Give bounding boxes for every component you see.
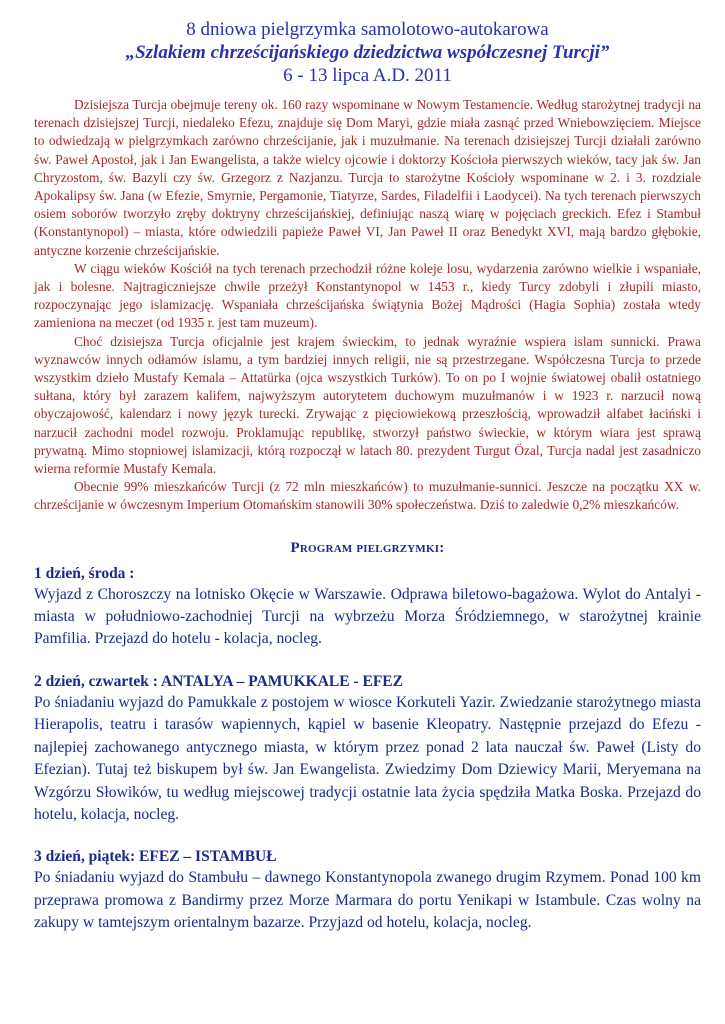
- day-description: Po śniadaniu wyjazd do Pamukkale z postojem w wiosce Korkuteli Yazir. Zwiedzanie starożytnego miasta Hierapolis, teatru i tarasów wapiennych, kąpiel w basenie Kleopatry. Następnie przejazd do Efezu - najlepiej zachowanego antycznego miasta, w którym przez ponad 2 lata nauczał św. Paweł (Listy do Efezian). Tutaj też biskupem był św. Jan Ewangelista. Zwiedzimy Dom Dziewicy Marii, Meryemana na Wzgórzu Słowików, tu według miejscowej tradycji ostatnie lata życia spędziła Matka Boska. Przejazd do hotelu, kolacja, nocleg.: [34, 693, 701, 823]
- day-description: Wyjazd z Choroszczy na lotnisko Okęcie w Warszawie. Odprawa biletowo-bagażowa. Wylot do Antalyi - miasta w południowo-zachodniej Turcji na wybrzeżu Morza Śródziemnego, w starożytnej krainie Pamfilia. Przejazd do hotelu - kolacja, nocleg.: [34, 585, 701, 648]
- document-page: [34, 18, 701, 935]
- day-title: 2 dzień, czwartek : ANTALYA – PAMUKKALE - EFEZ: [34, 672, 403, 690]
- intro-section: [34, 96, 701, 515]
- program-day-2: [34, 671, 701, 826]
- header-title: „Szlakiem chrześcijańskiego dziedzictwa współczesnej Turcji”: [125, 42, 610, 63]
- intro-paragraph: W ciągu wieków Kościół na tych terenach przechodził różne koleje losu, wydarzenia zarówno wielkie i wspaniałe, jak i bolesne. Najtragiczniejsze chwile przeżył Konstantynopol w 1453 r., kiedy Turcy zdobyli i złupili miasto, rozpoczynając jego islamizację. Wspaniała chrześcijańska świątynia Bożej Mądrości (Hagia Sophia) została wtedy zamieniona na meczet (od 1935 r. jest tam muzeum).: [34, 260, 701, 331]
- day-title: 1 dzień, środa :: [34, 564, 135, 582]
- header-subtitle: 8 dniowa pielgrzymka samolotowo-autokarowa: [186, 19, 549, 40]
- intro-paragraph: Dzisiejsza Turcja obejmuje tereny ok. 160 razy wspominane w Nowym Testamencie. Według starożytnej tradycji na terenach dzisiejszej Turcji, niedaleko Efezu, znajduje się Dom Maryi, gdzie miała zasnąć przed Wniebowzięciem. Miejsce to odwiedzają w pielgrzymkach zarówno chrześcijanie, jak i muzułmanie. Na terenach dzisiejszej Turcji działali zarówno św. Paweł Apostoł, jak i Jan Ewangelista, a także wielcy ojcowie i doktorzy Kościoła pierwszych wieków, tacy jak św. Jan Chryzostom, św. Bazyli czy św. Grzegorz z Nazjanzu. Turcja to starożytne Kościoły wspominane w 2. i 3. rozdziale Apokalipsy św. Jana (w Efezie, Smyrnie, Pergamonie, Tiatyrze, Sardes, Filadelfii i Laodycei). Na tych terenach pierwszych osiem soborów tworzyło zręby doktryny chrześcijańskiej, definiując naszą wiarę w pojęciach greckich. Efez i Stambuł (Konstantynopol) – miasta, które odwiedzili papieże Paweł VI, Jan Paweł II oraz Benedykt XVI, mają bardzo głębokie, antyczne korzenie chrześcijańskie.: [34, 97, 701, 258]
- program-day-1: [34, 563, 701, 651]
- header-dates: 6 - 13 lipca A.D. 2011: [283, 65, 452, 86]
- program-day-3: [34, 846, 701, 934]
- day-description: Po śniadaniu wyjazd do Stambułu – dawnego Konstantynopola zwanego drugim Rzymem. Ponad 100 km przeprawa promowa z Bandirmy przez Morze Marmara do portu Yenikapi w Istambule. Czas wolny na zakupy w tamtejszym orientalnym bazarze. Przyjazd od hotelu, kolacja, nocleg.: [34, 869, 701, 932]
- day-title: 3 dzień, piątek: EFEZ – ISTAMBUŁ: [34, 848, 277, 866]
- document-header: [34, 18, 701, 87]
- intro-paragraph: Choć dzisiejsza Turcja oficjalnie jest krajem świeckim, to jednak wyraźnie wspiera islam sunnicki. Prawa wyznawców innych odłamów islamu, a tym bardziej innych religii, nie są przestrzegane. Współczesna Turcja to przede wszystkim dzieło Mustafy Kemala – Attatürka (ojca wszystkich Turków). To on po I wojnie światowej obalił ostatniego sułtana, który był zarazem kalifem, najwyższym autorytetem duchowym muzułmanów i w 1923 r. narzucił nową obyczajowość, kalendarz i nowy język turecki. Zrywając z pięciowiekową przeszłością, wprowadził alfabet łaciński i narzucił zachodni model rozwoju. Proklamując republikę, stworzył państwo świeckie, w którym wiara jest sprawą prywatną. Mimo stopniowej islamizacji, którą rozpoczął w latach 80. prezydent Turgut Özal, Turcja nadal jest zasadniczo wierna reformie Mustafy Kemala.: [34, 333, 701, 477]
- program-heading: Program pielgrzymki:: [290, 539, 445, 556]
- intro-paragraph: Obecnie 99% mieszkańców Turcji (z 72 mln mieszkańców) to muzułmanie-sunnici. Jeszcze na początku XX w. chrześcijanie w ówczesnym Imperium Otomańskim stanowili 30% społeczeństwa. Dziś to zaledwie 0,2% mieszkańców.: [34, 479, 701, 513]
